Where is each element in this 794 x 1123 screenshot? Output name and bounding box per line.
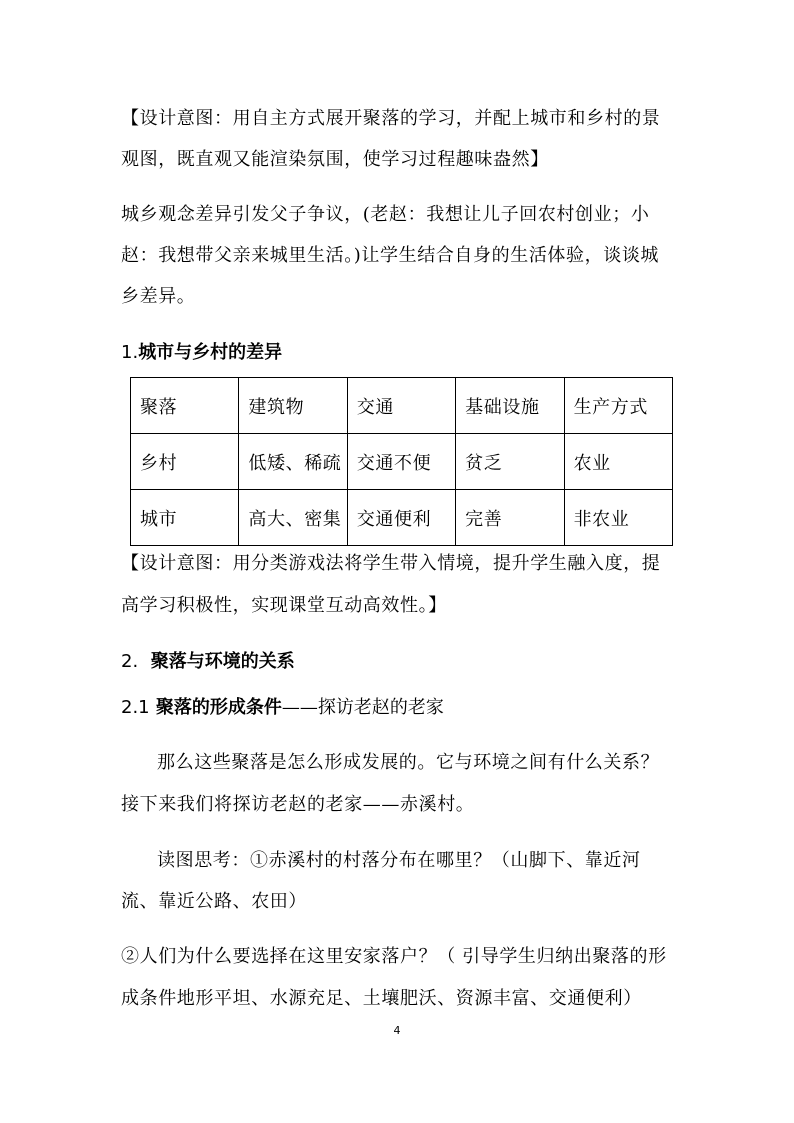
table-cell: 高大、密集 <box>239 490 347 546</box>
table-cell: 交通不便 <box>347 434 455 490</box>
body-paragraph-3-line-1: ②人们为什么要选择在这里安家落户？（ 引导学生归纳出聚落的形 <box>121 946 667 967</box>
section-1-number: 1. <box>121 342 139 363</box>
section-2-title: 聚落与环境的关系 <box>150 651 295 672</box>
table-cell: 完善 <box>456 490 564 546</box>
body-paragraph-2-line-2: 流、靠近公路、农田） <box>121 891 307 912</box>
table-header-cell: 建筑物 <box>239 378 347 434</box>
body-paragraph-1-line-1: 那么这些聚落是怎么形成发展的。它与环境之间有什么关系？ <box>157 752 660 773</box>
table-header-cell: 交通 <box>347 378 455 434</box>
design-intent-2-line-2: 高学习积极性，实现课堂互动高效性。】 <box>121 595 447 616</box>
table-cell: 农业 <box>564 434 672 490</box>
table-cell: 非农业 <box>564 490 672 546</box>
section-1-title: 城市与乡村的差异 <box>138 342 283 363</box>
section-2-number: 2. <box>121 651 139 672</box>
section-2-1-subtitle: ——探访老赵的老家 <box>281 697 444 718</box>
design-intent-2-line-1: 【设计意图：用分类游戏法将学生带入情境，提升学生融入度，提 <box>121 553 661 574</box>
body-paragraph-2-line-1: 读图思考：①赤溪村的村落分布在哪里？（山脚下、靠近河 <box>157 850 641 871</box>
table-cell: 交通便利 <box>347 490 455 546</box>
section-2-1-heading <box>121 697 444 719</box>
page-number: 4 <box>393 1024 401 1037</box>
table-row <box>131 490 673 546</box>
section-1-heading <box>121 342 282 364</box>
section-2-1-number: 2.1 <box>121 697 150 718</box>
table-header-cell: 生产方式 <box>564 378 672 434</box>
design-intent-1-line-2: 观图，既直观又能渲染氛围，使学习过程趣味盎然】 <box>121 149 549 170</box>
intro-line-2: 赵：我想带父亲来城里生活。)让学生结合自身的生活体验，谈谈城 <box>121 245 660 266</box>
section-2-1-title: 聚落的形成条件 <box>155 697 282 718</box>
table-header-row <box>131 378 673 434</box>
table-row <box>131 434 673 490</box>
body-paragraph-3-line-2: 成条件地形平坦、水源充足、土壤肥沃、资源丰富、交通便利） <box>121 988 642 1009</box>
table-cell: 低矮、稀疏 <box>239 434 347 490</box>
table-cell: 贫乏 <box>456 434 564 490</box>
intro-line-1: 城乡观念差异引发父子争议，(老赵：我想让儿子回农村创业；小 <box>121 204 650 225</box>
table-cell: 城市 <box>131 490 239 546</box>
comparison-table <box>130 377 673 546</box>
body-paragraph-1-line-2: 接下来我们将探访老赵的老家——赤溪村。 <box>121 794 475 815</box>
design-intent-1-line-1: 【设计意图：用自主方式展开聚落的学习，并配上城市和乡村的景 <box>121 108 661 129</box>
section-2-heading <box>121 651 295 673</box>
table-header-cell: 聚落 <box>131 378 239 434</box>
table-cell: 乡村 <box>131 434 239 490</box>
intro-line-3: 乡差异。 <box>121 286 196 307</box>
table-header-cell: 基础设施 <box>456 378 564 434</box>
